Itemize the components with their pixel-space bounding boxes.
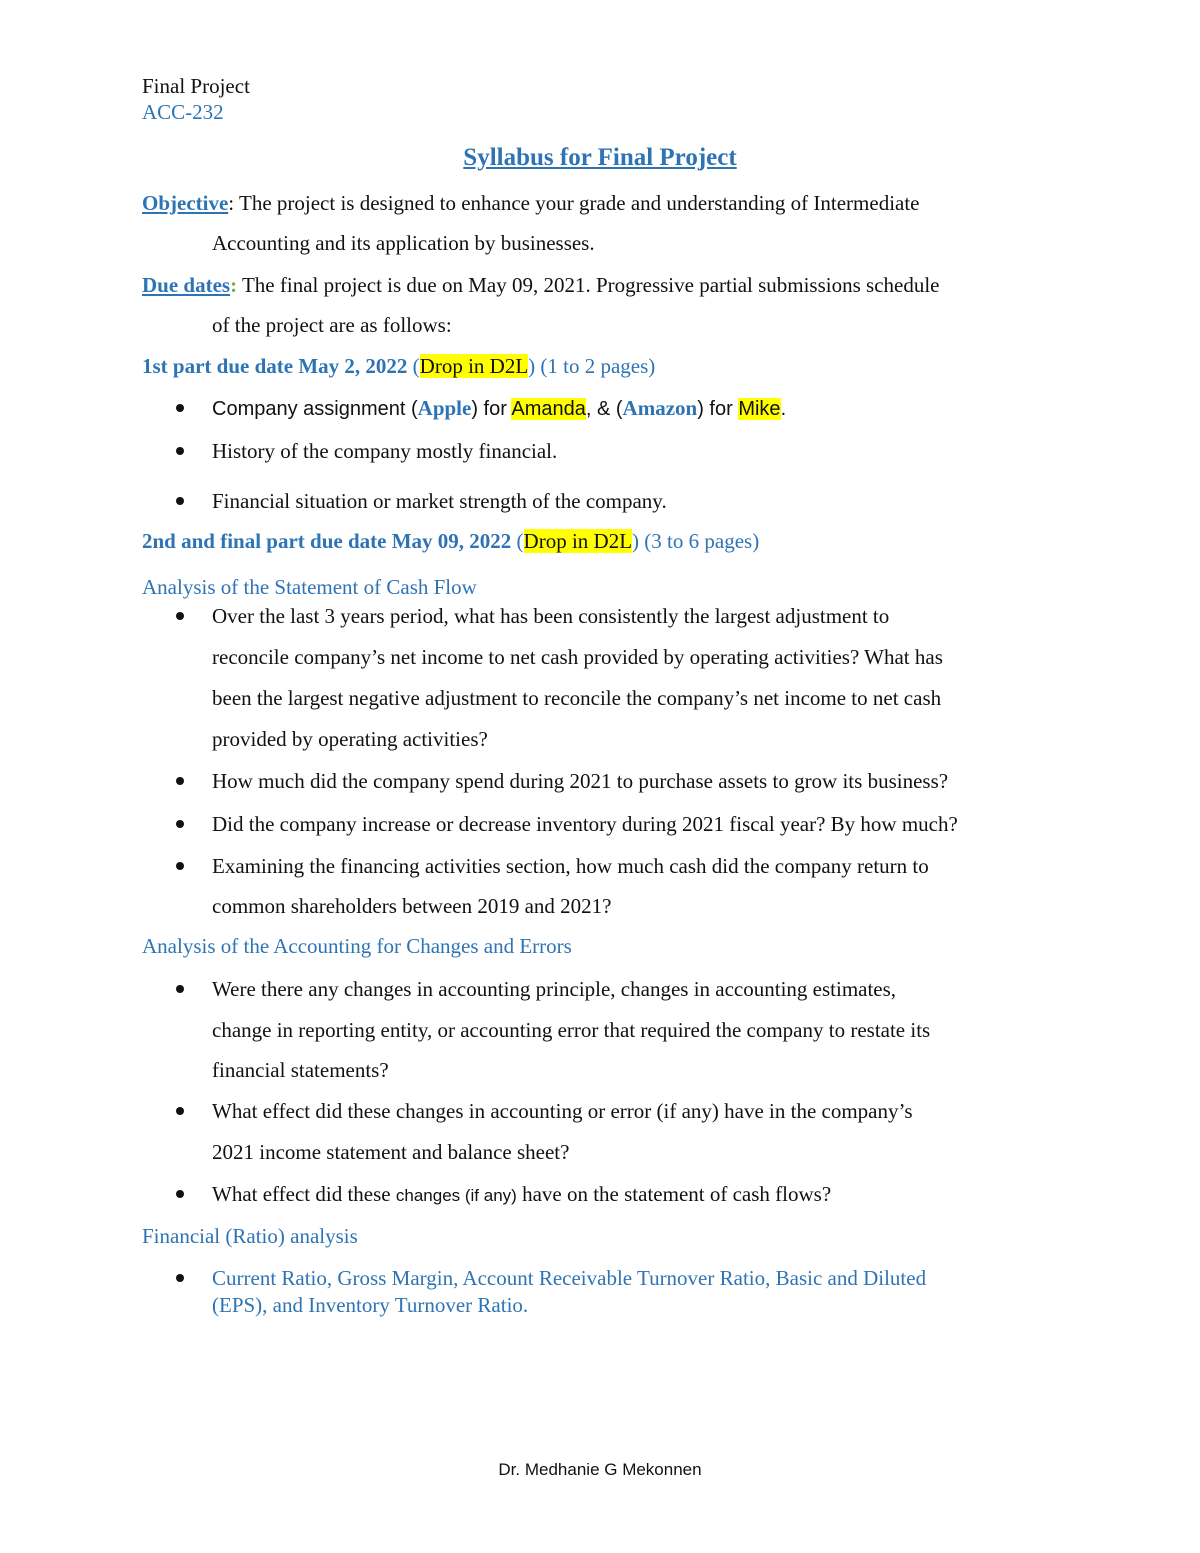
bullet-dot-icon [176,862,184,870]
bullet-dot-icon [176,612,184,620]
changes-q1-line1: Were there any changes in accounting principle, changes in accounting estimates, [212,977,897,1001]
part2-pages: (3 to 6 pages) [639,529,760,553]
part2-drop-in-d2l: Drop in D2L [523,529,633,553]
document-title: Syllabus for Final Project [463,144,737,171]
bullet-dot-icon [176,820,184,828]
changes-q2-line2: 2021 income statement and balance sheet? [212,1140,570,1164]
student-mike: Mike [738,398,781,420]
cash-flow-q4-line2: common shareholders between 2019 and 2021? [212,894,612,918]
cash-flow-q1-line2: reconcile company’s net income to net cash provided by operating activities? What has [212,645,943,669]
changes-q3-part-b: changes (if any) [395,1186,517,1205]
b1-text-e: . [780,398,787,420]
changes-q3-part-c: have on the statement of cash flows? [516,1182,832,1206]
bullet-dot-icon [176,497,184,505]
changes-q1-line2: change in reporting entity, or accounting error that required the company to restate its [212,1018,931,1042]
part2-paren-open: ( [511,529,524,553]
part1-due-date: 1st part due date May 2, 2022 [142,354,408,378]
bullet-dot-icon [176,777,184,785]
changes-q1-line3: financial statements? [212,1058,389,1082]
part1-bullet-financial-situation: Financial situation or market strength of the company. [212,489,667,513]
cash-flow-q4-line1: Examining the financing activities section, how much cash did the company return to [212,854,929,878]
objective-label: Objective [142,191,229,215]
part1-paren-open: ( [407,354,420,378]
bullet-dot-icon [176,985,184,993]
due-dates-paragraph [142,273,940,298]
bullet-dot-icon [176,404,184,412]
objective-paragraph [142,191,920,216]
b1-text-a: Company assignment ( [212,398,418,420]
due-dates-text: The final project is due on May 09, 2021. Progressive partial submissions schedule [237,273,940,297]
b1-text-b: ) for [471,398,512,420]
changes-q2-line1: What effect did these changes in accounting or error (if any) have in the company’s [212,1099,913,1123]
changes-q3 [212,1182,831,1207]
objective-text-line2: Accounting and its application by businesses. [212,231,595,255]
ratio-analysis-heading: Financial (Ratio) analysis [142,1224,358,1248]
due-dates-text-line2: of the project are as follows: [212,313,452,337]
part1-heading [142,354,655,379]
part1-bullet-history: History of the company mostly financial. [212,439,558,463]
changes-q3-part-a: What effect did these [212,1182,396,1206]
part1-drop-in-d2l: Drop in D2L [419,354,529,378]
part1-bullet-company-assignment [212,396,786,421]
due-dates-label: Due dates [142,273,231,297]
amazon-assignment: Amazon [622,396,698,420]
objective-text: : The project is designed to enhance your grade and understanding of Intermediate [228,191,920,215]
cash-flow-q1-line3: been the largest negative adjustment to reconcile the company’s net income to net cash [212,686,942,710]
cash-flow-q1-line1: Over the last 3 years period, what has been consistently the largest adjustment to [212,604,890,628]
ratio-item-line2: (EPS), and Inventory Turnover Ratio. [212,1293,529,1317]
b1-text-d: ) for [697,398,739,420]
cash-flow-q1-line4: provided by operating activities? [212,727,488,751]
cash-flow-q2: How much did the company spend during 2021 to purchase assets to grow its business? [212,769,949,793]
bullet-dot-icon [176,1274,184,1282]
part1-paren-close: ) [528,354,536,378]
part1-pages: (1 to 2 pages) [535,354,656,378]
bullet-dot-icon [176,1107,184,1115]
cash-flow-q3: Did the company increase or decrease inventory during 2021 fiscal year? By how much? [212,812,958,836]
cash-flow-heading: Analysis of the Statement of Cash Flow [142,575,477,599]
ratio-item-line1: Current Ratio, Gross Margin, Account Receivable Turnover Ratio, Basic and Diluted [212,1266,927,1290]
due-dates-colon: : [230,273,238,297]
part2-paren-close: ) [632,529,640,553]
bullet-dot-icon [176,447,184,455]
part2-heading [142,529,759,554]
changes-errors-heading: Analysis of the Accounting for Changes and Errors [142,934,572,958]
footer-author: Dr. Medhanie G Mekonnen [498,1460,702,1479]
b1-text-c: , & ( [585,398,623,420]
part2-due-date: 2nd and final part due date May 09, 2022 [142,529,512,553]
bullet-dot-icon [176,1190,184,1198]
course-code: ACC-232 [142,100,224,124]
course-title: Final Project [142,74,250,98]
student-amanda: Amanda [511,398,586,420]
apple-assignment: Apple [417,396,472,420]
